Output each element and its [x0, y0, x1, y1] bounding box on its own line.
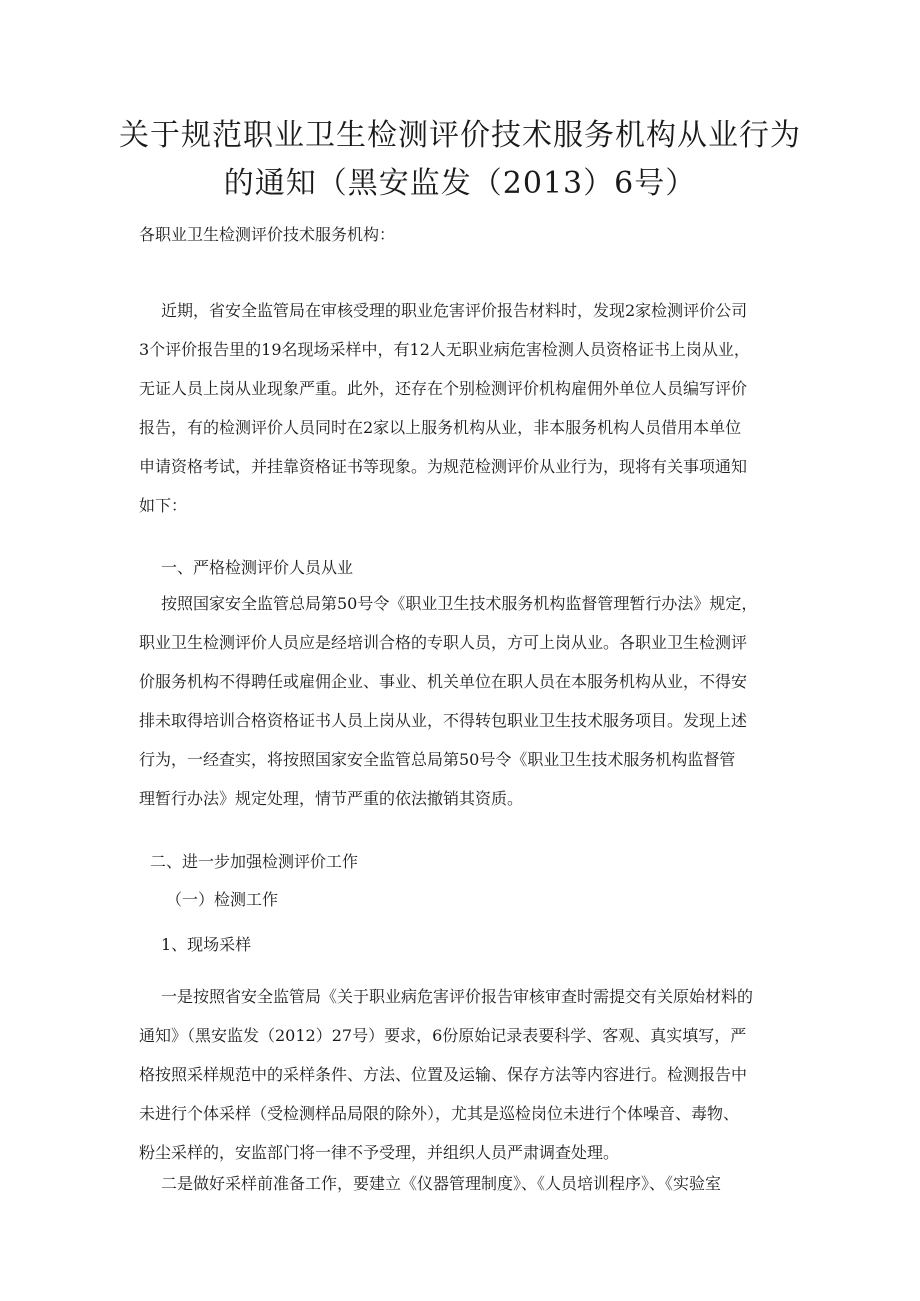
section-1-heading: 一、严格检测评价人员从业	[161, 558, 354, 577]
document-title-line-2: 的通知（黑安监发（2013）6号）	[223, 166, 697, 201]
paragraph-line: 价服务机构不得聘任或雇佣企业、事业、机关单位在职人员在本服务机构从业，不得安	[139, 672, 748, 691]
paragraph-line: 通知》（黑安监发（2012）27号）要求，6份原始记录表要科学、客观、真实填写，严	[139, 1026, 747, 1045]
paragraph-line: 未进行个体采样（受检测样品局限的除外），尤其是巡检岗位未进行个体噪音、毒物、	[139, 1104, 740, 1123]
paragraph-line: 排未取得培训合格资格证书人员上岗从业，不得转包职业卫生技术服务项目。发现上述	[139, 711, 748, 730]
salutation: 各职业卫生检测评价技术服务机构：	[139, 225, 396, 244]
item-1-heading: 1、现场采样	[161, 935, 252, 954]
paragraph-line: 近期，省安全监管局在审核受理的职业危害评价报告材料时，发现2家检测评价公司	[161, 301, 748, 320]
paragraph-line: 理暂行办法》规定处理，情节严重的依法撤销其资质。	[139, 789, 524, 808]
section-2-heading: 二、进一步加强检测评价工作	[150, 852, 359, 871]
paragraph-line: 一是按照省安全监管局《关于职业病危害评价报告审核审查时需提交有关原始材料的	[161, 987, 754, 1006]
paragraph-line: 无证人员上岗从业现象严重。此外，还存在个别检测评价机构雇佣外单位人员编写评价	[139, 379, 748, 398]
item-2-paragraph	[139, 1164, 785, 1203]
paragraph-line: 报告，有的检测评价人员同时在2家以上服务机构从业，非本服务机构人员借用本单位	[139, 418, 742, 437]
paragraph-line: 申请资格考试，并挂靠资格证书等现象。为规范检测评价从业行为，现将有关事项通知	[139, 457, 748, 476]
paragraph-line: 如下：	[139, 496, 188, 515]
paragraph-line: 二是做好采样前准备工作，要建立《仪器管理制度》、《人员培训程序》、《实验室	[161, 1174, 722, 1193]
paragraph-line: 职业卫生检测评价人员应是经培训合格的专职人员，方可上岗从业。各职业卫生检测评	[139, 633, 748, 652]
paragraph-line: 按照国家安全监管总局第50号令《职业卫生技术服务机构监督管理暂行办法》规定，	[161, 594, 758, 613]
item-1-paragraph	[139, 977, 785, 1172]
document-title-line-1: 关于规范职业卫生检测评价技术服务机构从业行为	[119, 118, 801, 153]
paragraph-line: 3个评价报告里的19名现场采样中，有12人无职业病危害检测人员资格证书上岗从业，	[139, 340, 750, 359]
subsection-1-heading: （一）检测工作	[166, 890, 279, 909]
paragraph-line: 粉尘采样的，安监部门将一律不予受理，并组织人员严肃调查处理。	[139, 1143, 620, 1162]
intro-paragraph	[139, 291, 785, 525]
paragraph-line: 格按照采样规范中的采样条件、方法、位置及运输、保存方法等内容进行。检测报告中	[139, 1065, 748, 1084]
section-1-paragraph	[139, 584, 785, 818]
paragraph-line: 行为，一经查实，将按照国家安全监管总局第50号令《职业卫生技术服务机构监督管	[139, 750, 736, 769]
